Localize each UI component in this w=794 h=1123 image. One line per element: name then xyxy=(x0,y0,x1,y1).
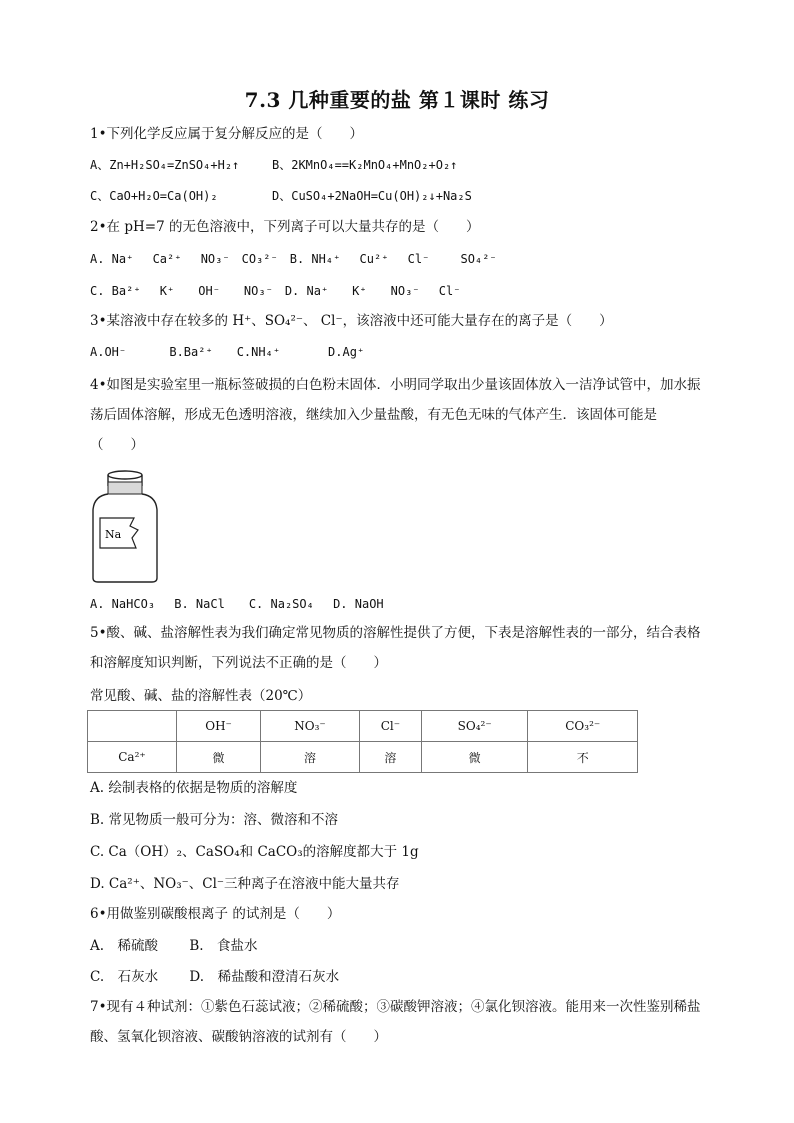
question-5-stem: 5•酸、碱、盐溶解性表为我们确定常见物质的溶解性提供了方便，下表是溶解性表的一部分，结合表格和溶解度知识判断，下列说法不正确的是（ ） xyxy=(90,625,701,671)
question-1-option-c: C、CaO+H₂O=Ca(OH)₂ xyxy=(90,189,218,203)
question-5-option-b: B. 常见物质一般可分为：溶、微溶和不溶 xyxy=(90,812,339,828)
question-7-stem: 7•现有４种试剂：①紫色石蕊试液；②稀硫酸；③碳酸钾溶液；④氯化钡溶液。能用来一次性鉴别稀盐酸、氢氧化钡溶液、碳酸钠溶液的试剂有（ ） xyxy=(90,999,701,1045)
reagent-bottle-illustration xyxy=(90,468,160,584)
table-header-cell: OH⁻ xyxy=(177,711,261,742)
table-header-cell: NO₃⁻ xyxy=(261,711,360,742)
question-4-options: A. NaHCO₃ B. NaCl C. Na₂SO₄ D. NaOH xyxy=(90,597,384,611)
table-cell: 微 xyxy=(177,742,261,773)
table-cell: 溶 xyxy=(359,742,421,773)
table-row xyxy=(88,742,638,773)
question-1-option-a: A、Zn+H₂SO₄=ZnSO₄+H₂↑ xyxy=(90,158,240,172)
table-cell: 微 xyxy=(421,742,528,773)
question-1-option-b: B、2KMnO₄==K₂MnO₄+MnO₂+O₂↑ xyxy=(272,158,458,172)
table-header-cell: Cl⁻ xyxy=(359,711,421,742)
table-header-cell: SO₄²⁻ xyxy=(421,711,528,742)
bottle-label-text: Na xyxy=(105,528,122,541)
table-header-row xyxy=(88,711,638,742)
question-6-stem: 6•用做鉴别碳酸根离子 的试剂是（ ） xyxy=(90,906,341,922)
page-title: 7.3 几种重要的盐 第１课时 练习 xyxy=(244,88,550,112)
question-5-option-a: A. 绘制表格的依据是物质的溶解度 xyxy=(90,780,298,796)
question-2-stem: 2•在 pH=7 的无色溶液中，下列离子可以大量共存的是（ ） xyxy=(90,219,480,235)
question-1-option-d: D、CuSO₄+2NaOH=Cu(OH)₂↓+Na₂S xyxy=(272,189,472,203)
table-cell: 不 xyxy=(528,742,638,773)
table-header-cell xyxy=(88,711,177,742)
question-2-options-ab: A. Na⁺ Ca²⁺ NO₃⁻ CO₃²⁻ B. NH₄⁺ Cu²⁺ Cl⁻ SO₄²⁻ xyxy=(90,252,497,266)
question-6-options-ab: A. 稀硫酸 B. 食盐水 xyxy=(90,938,258,954)
question-5-option-d: D. Ca²⁺、NO₃⁻、Cl⁻三种离子在溶液中能大量共存 xyxy=(90,876,400,892)
question-2-options-cd: C. Ba²⁺ K⁺ OH⁻ NO₃⁻ D. Na⁺ K⁺ NO₃⁻ Cl⁻ xyxy=(90,284,461,298)
question-5-option-c: C. Ca（OH）₂、CaSO₄和 CaCO₃的溶解度都大于 1g xyxy=(90,844,419,860)
table-header-cell: CO₃²⁻ xyxy=(528,711,638,742)
table-cell: 溶 xyxy=(261,742,360,773)
table-cell: Ca²⁺ xyxy=(88,742,177,773)
question-1-stem: 1•下列化学反应属于复分解反应的是（ ） xyxy=(90,126,364,142)
question-3-stem: 3•某溶液中存在较多的 H⁺、SO₄²⁻、 Cl⁻，该溶液中还可能大量存在的离子是（ ） xyxy=(90,313,613,329)
solubility-table xyxy=(87,710,638,773)
question-4-stem: 4•如图是实验室里一瓶标签破损的白色粉末固体．小明同学取出少量该固体放入一洁净试管中，加水振荡后固体溶解，形成无色透明溶液，继续加入少量盐酸，有无色无味的气体产生．该固体可能是（ ） xyxy=(90,377,701,453)
solubility-table-caption: 常见酸、碱、盐的溶解性表（20℃） xyxy=(90,688,312,704)
question-3-options: A.OH⁻ B.Ba²⁺ C.NH₄⁺ D.Ag⁺ xyxy=(90,345,365,359)
question-6-options-cd: C. 石灰水 D. 稀盐酸和澄清石灰水 xyxy=(90,969,340,985)
